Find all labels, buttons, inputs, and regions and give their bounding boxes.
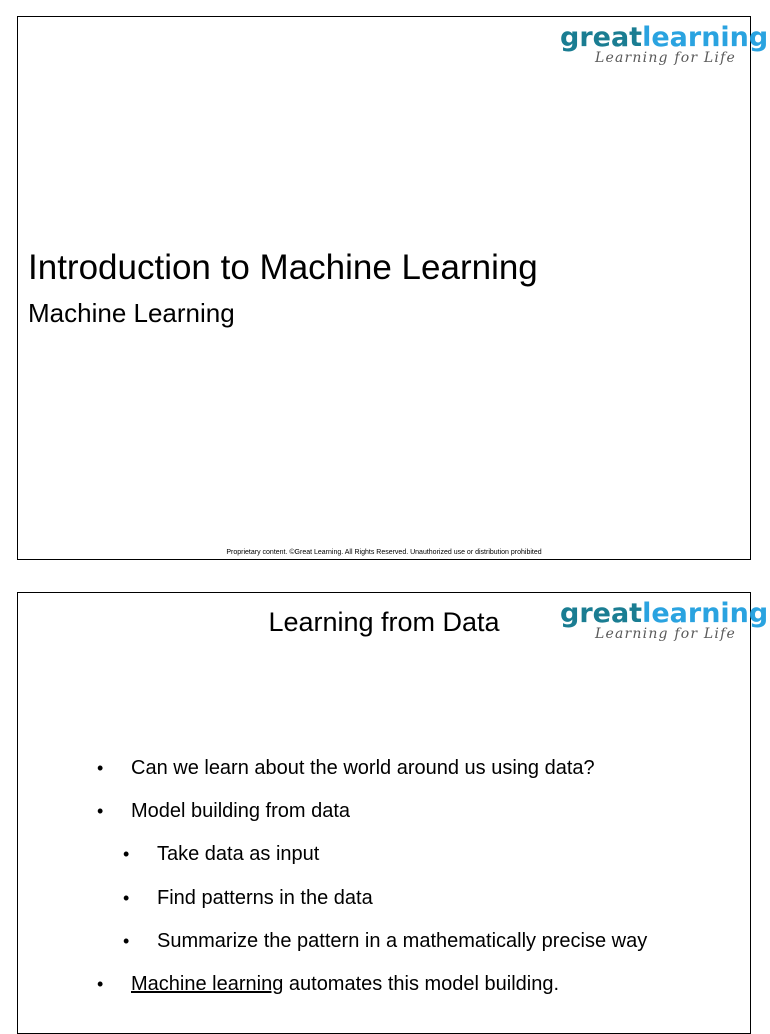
bullet-text-remainder: automates this model building. (283, 972, 560, 995)
slide-1-subtitle: Machine Learning (28, 298, 235, 328)
logo-word-learning: learning (642, 598, 769, 629)
bullet-text: Take data as input (157, 843, 320, 866)
bullet-marker: • (123, 844, 130, 865)
slide-1-title: Introduction to Machine Learning (28, 248, 538, 287)
logo-tagline: Learning for Life (595, 626, 736, 642)
great-learning-logo (560, 21, 770, 69)
bullet-marker: • (123, 887, 130, 908)
bullet-item (18, 969, 750, 1012)
slide-2-title: Learning from Data (268, 607, 500, 637)
logo-word-great: great (560, 22, 643, 53)
sub-bullet-item (18, 926, 750, 969)
sub-bullet-item (18, 883, 750, 926)
machine-learning-link[interactable]: Machine learning (131, 972, 284, 995)
logo-tagline: Learning for Life (595, 50, 736, 66)
bullet-text: Model building from data (131, 800, 351, 823)
copyright-footer: Proprietary content. ©Great Learning. All Rights Reserved. Unauthorized use or distribution prohibited (226, 549, 542, 556)
bullet-marker: • (97, 973, 104, 994)
bullet-text: Can we learn about the world around us using data? (131, 757, 595, 779)
sub-bullet-item (18, 839, 750, 882)
slide-1 (17, 16, 769, 560)
bullet-marker: • (97, 801, 104, 822)
logo-word-great: great (560, 598, 643, 629)
bullet-text-with-link (131, 969, 559, 999)
bullet-text: Find patterns in the data (157, 886, 373, 909)
slide-2 (17, 592, 769, 1034)
bullet-list (18, 753, 750, 1012)
bullet-text: Summarize the pattern in a mathematically precise way (157, 929, 648, 952)
bullet-item (18, 753, 750, 796)
bullet-marker: • (123, 930, 130, 951)
bullet-marker: • (97, 758, 104, 778)
logo-word-learning: learning (642, 22, 769, 53)
bullet-item (18, 796, 750, 839)
